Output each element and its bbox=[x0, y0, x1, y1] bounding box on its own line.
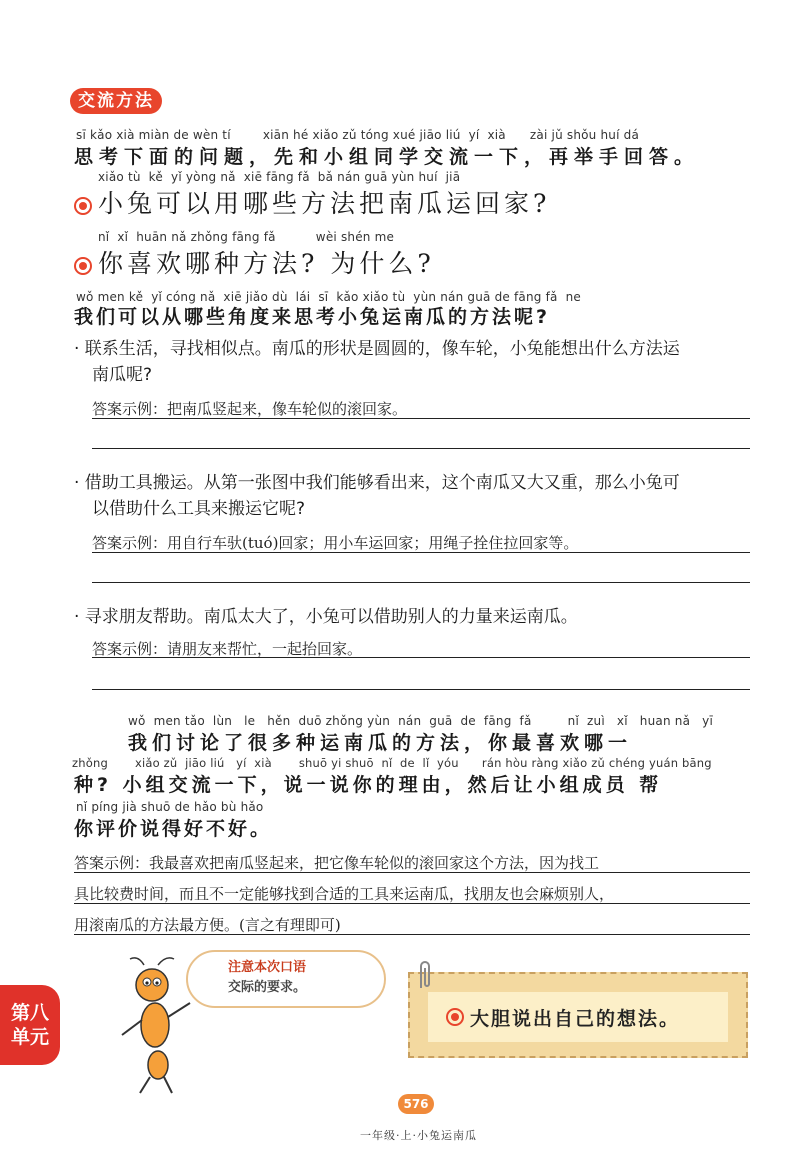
question-1-text: 小兔可以用哪些方法把南瓜运回家? bbox=[98, 189, 551, 218]
tip-card bbox=[408, 972, 748, 1058]
discussion-pinyin-1: wǒ men tǎo lùn le hěn duō zhǒng yùn nán guā de fāng fǎ nǐ zuì xǐ huan nǎ yī bbox=[128, 714, 713, 728]
bullet-3-answer: 答案示例：请朋友来帮忙，一起抬回家。 bbox=[92, 640, 363, 658]
answer-line bbox=[92, 418, 750, 419]
answer-line bbox=[74, 872, 750, 873]
paperclip-icon bbox=[416, 958, 434, 994]
answer-line bbox=[74, 903, 750, 904]
final-answer-line-2: 具比较费时间，而且不一定能够找到合适的工具来运南瓜，找朋友也会麻烦别人， bbox=[74, 885, 615, 903]
discussion-line-3: 你评价说得好不好。 bbox=[74, 818, 273, 840]
final-answer-line-3: 用滚南瓜的方法最方便。(言之有理即可) bbox=[74, 916, 341, 934]
angle-text: 我们可以从哪些角度来思考小兔运南瓜的方法呢? bbox=[74, 306, 551, 328]
angle-pinyin: wǒ men kě yǐ cóng nǎ xiē jiǎo dù lái sī kǎo xiǎo tù yùn nán guā de fāng fǎ ne bbox=[76, 290, 582, 304]
section-badge: 交流方法 bbox=[70, 88, 162, 114]
bullet-1-line2: 南瓜呢? bbox=[92, 365, 153, 385]
footer-caption: 一年级·上·小兔运南瓜 bbox=[360, 1129, 477, 1142]
bullet-2-line2: 以借助什么工具来搬运它呢? bbox=[92, 499, 306, 519]
answer-line bbox=[74, 934, 750, 935]
question-2-pinyin: nǐ xǐ huān nǎ zhǒng fāng fǎ wèi shén me bbox=[98, 230, 395, 244]
intro-text: 思考下面的问题，先和小组同学交流一下，再举手回答。 bbox=[74, 146, 700, 168]
question-1-pinyin: xiǎo tù kě yǐ yòng nǎ xiē fāng fǎ bǎ nán guā yùn huí jiā bbox=[98, 170, 461, 184]
page-number: 576 bbox=[398, 1094, 434, 1114]
tip-text: 大胆说出自己的想法。 bbox=[470, 1007, 681, 1030]
bubble-line-1: 注意本次口语 bbox=[228, 960, 307, 975]
answer-line bbox=[92, 689, 750, 690]
discussion-line-2: 种? 小组交流一下，说一说你的理由，然后让小组成员 帮 bbox=[74, 774, 663, 796]
unit-tab-line-1: 第八 bbox=[10, 1002, 49, 1024]
intro-pinyin: sī kǎo xià miàn de wèn tí xiān hé xiǎo zǔ tóng xué jiāo liú yí xià zài jǔ shǒu huí dá bbox=[76, 128, 640, 142]
discussion-pinyin-2: zhǒng xiǎo zǔ jiāo liú yí xià shuō yi shuō nǐ de lǐ yóu rán hòu ràng xiǎo zǔ chéng yuán bāng bbox=[72, 756, 712, 770]
answer-line bbox=[92, 582, 750, 583]
ring-bullet-icon bbox=[74, 257, 92, 275]
bullet-1-line1: · 联系生活，寻找相似点。南瓜的形状是圆圆的，像车轮，小兔能想出什么方法运 bbox=[74, 339, 680, 359]
bubble-line-2: 交际的要求。 bbox=[228, 980, 307, 995]
final-answer-line-1: 答案示例：我最喜欢把南瓜竖起来，把它像车轮似的滚回家这个方法，因为找工 bbox=[74, 854, 600, 872]
ring-bullet-icon bbox=[74, 197, 92, 215]
question-2-text: 你喜欢哪种方法? 为什么? bbox=[98, 249, 435, 278]
speech-bubble bbox=[186, 950, 386, 1008]
tip-inner bbox=[428, 992, 728, 1042]
answer-line bbox=[92, 552, 750, 553]
unit-tab-line-2: 单元 bbox=[10, 1026, 49, 1048]
unit-tab bbox=[0, 985, 60, 1065]
bullet-2-line1: · 借助工具搬运。从第一张图中我们能够看出来，这个南瓜又大又重，那么小兔可 bbox=[74, 473, 680, 493]
question-1 bbox=[74, 184, 550, 220]
ring-bullet-icon bbox=[446, 1008, 464, 1026]
answer-line bbox=[92, 657, 750, 658]
bullet-2-answer: 答案示例：用自行车驮(tuó)回家；用小车运回家；用绳子拴住拉回家等。 bbox=[92, 534, 579, 552]
discussion-pinyin-3: nǐ píng jià shuō de hǎo bù hǎo bbox=[76, 800, 264, 814]
discussion-line-1: 我们讨论了很多种运南瓜的方法，你最喜欢哪一 bbox=[128, 732, 633, 754]
bullet-1-answer: 答案示例：把南瓜竖起来，像车轮似的滚回家。 bbox=[92, 400, 408, 418]
answer-line bbox=[92, 448, 750, 449]
question-2 bbox=[74, 244, 435, 280]
bullet-3-line1: · 寻求朋友帮助。南瓜太大了，小兔可以借助别人的力量来运南瓜。 bbox=[74, 607, 578, 627]
